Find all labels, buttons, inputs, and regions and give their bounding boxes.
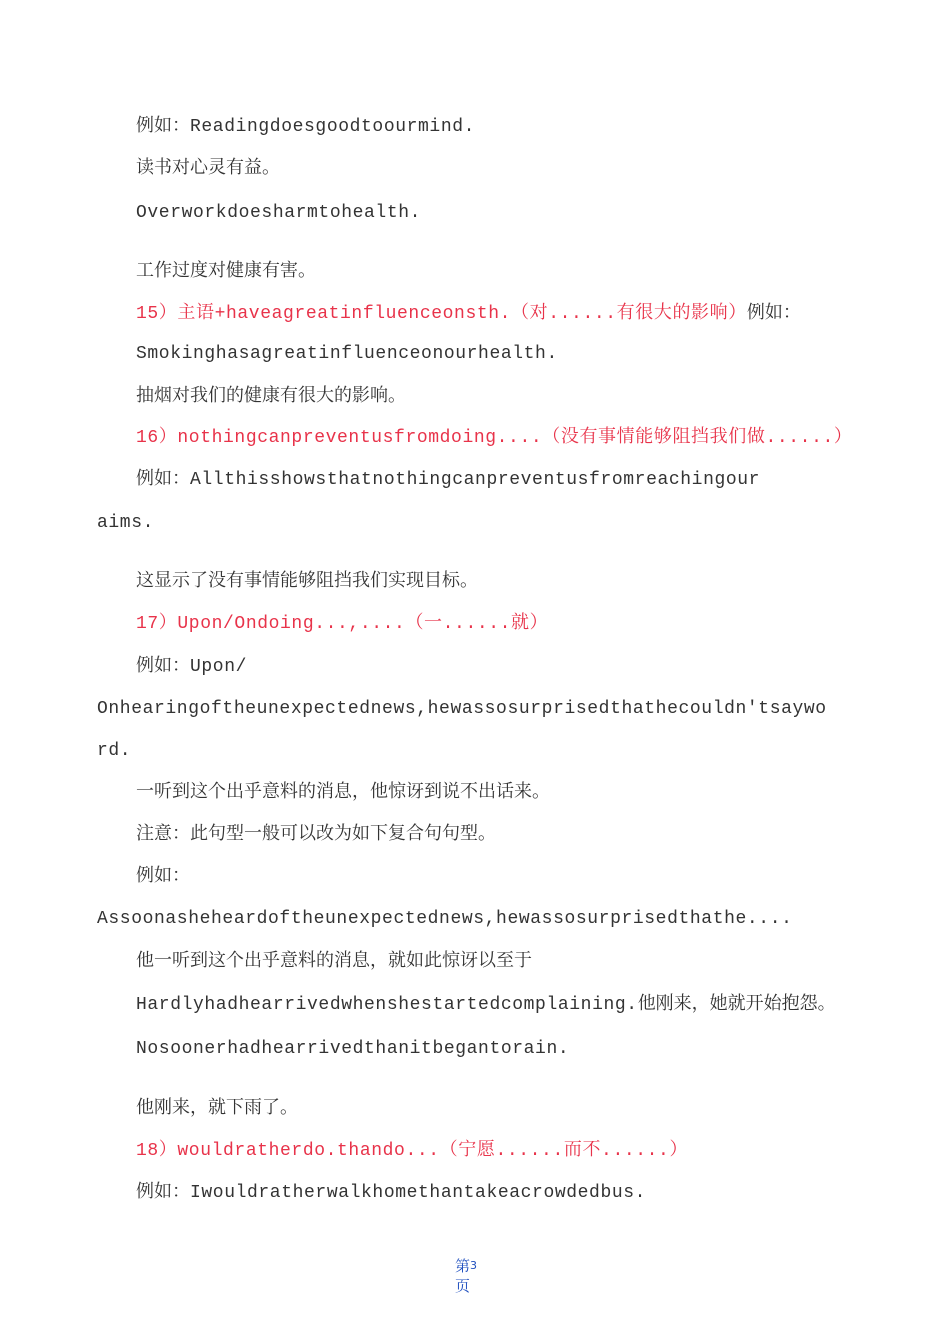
- example-text: Assoonasheheardoftheunexpectednews,hewassosurprisedthathe....: [97, 909, 793, 929]
- example-text: Iwouldratherwalkhomethantakeacrowdedbus.: [190, 1183, 647, 1203]
- translation-line: 抽烟对我们的健康有很大的影响。: [136, 385, 406, 406]
- example-text: Readingdoesgoodtoourmind.: [190, 117, 476, 137]
- pattern-heading-15: [136, 301, 801, 326]
- example-text: Nosoonerhadhearrivedthanitbegantorain.: [136, 1039, 570, 1059]
- translation-line: 一听到这个出乎意料的消息，他惊讶到说不出话来。: [136, 781, 550, 802]
- page-label-bottom: 页: [455, 1277, 471, 1295]
- pattern-heading-text: 15）主语+haveagreatinfluenceonsth.（对......有很大的影响）: [136, 304, 747, 324]
- translation-line: 这显示了没有事情能够阻挡我们实现目标。: [136, 570, 478, 591]
- example-text: Smokinghasagreatinfluenceonourhealth.: [136, 344, 558, 364]
- translation-line: 读书对心灵有益。: [136, 157, 280, 178]
- example-text: Hardlyhadhearrivedwhenshestartedcomplaining.: [136, 995, 638, 1015]
- page-label-top: 第: [455, 1257, 471, 1275]
- example-line: [136, 992, 836, 1017]
- example-line: [136, 114, 475, 139]
- pattern-heading-16: 16）nothingcanpreventusfromdoing....（没有事情能够阻挡我们做......）: [136, 428, 853, 448]
- example-prefix: 例如：: [136, 115, 190, 136]
- example-text-continued: aims.: [97, 513, 155, 533]
- note-line: 注意：此句型一般可以改为如下复合句句型。: [136, 823, 496, 844]
- example-text-continued: rd.: [97, 741, 132, 761]
- example-line: [136, 467, 760, 492]
- example-prefix: 例如：: [136, 865, 190, 886]
- translation-line: 工作过度对健康有害。: [136, 260, 316, 281]
- example-text-continued: Onhearingoftheunexpectednews,hewassosurprisedthathecouldn'tsaywo: [97, 699, 827, 719]
- example-prefix: 例如：: [746, 302, 801, 323]
- page-number: 3: [470, 1259, 478, 1272]
- translation-line: 他一听到这个出乎意料的消息，就如此惊讶以至于: [136, 950, 532, 971]
- pattern-heading-17: 17）Upon/Ondoing...,....（一......就）: [136, 614, 549, 634]
- example-line: [136, 1180, 646, 1205]
- example-prefix: 例如：: [136, 1181, 190, 1202]
- example-prefix: 例如：: [136, 468, 190, 489]
- pattern-heading-18: 18）wouldratherdo.thando...（宁愿......而不......）: [136, 1141, 689, 1161]
- example-line: [136, 654, 247, 679]
- page-footer: [455, 1256, 477, 1296]
- example-prefix: 例如：: [136, 655, 190, 676]
- example-text: Overworkdoesharmtohealth.: [136, 203, 422, 223]
- translation-inline: 他刚来，她就开始抱怨。: [637, 993, 836, 1014]
- example-text: Allthisshowsthatnothingcanpreventusfromreachingour: [190, 470, 761, 490]
- translation-line: 他刚来，就下雨了。: [136, 1097, 298, 1118]
- example-text: Upon/: [190, 657, 248, 677]
